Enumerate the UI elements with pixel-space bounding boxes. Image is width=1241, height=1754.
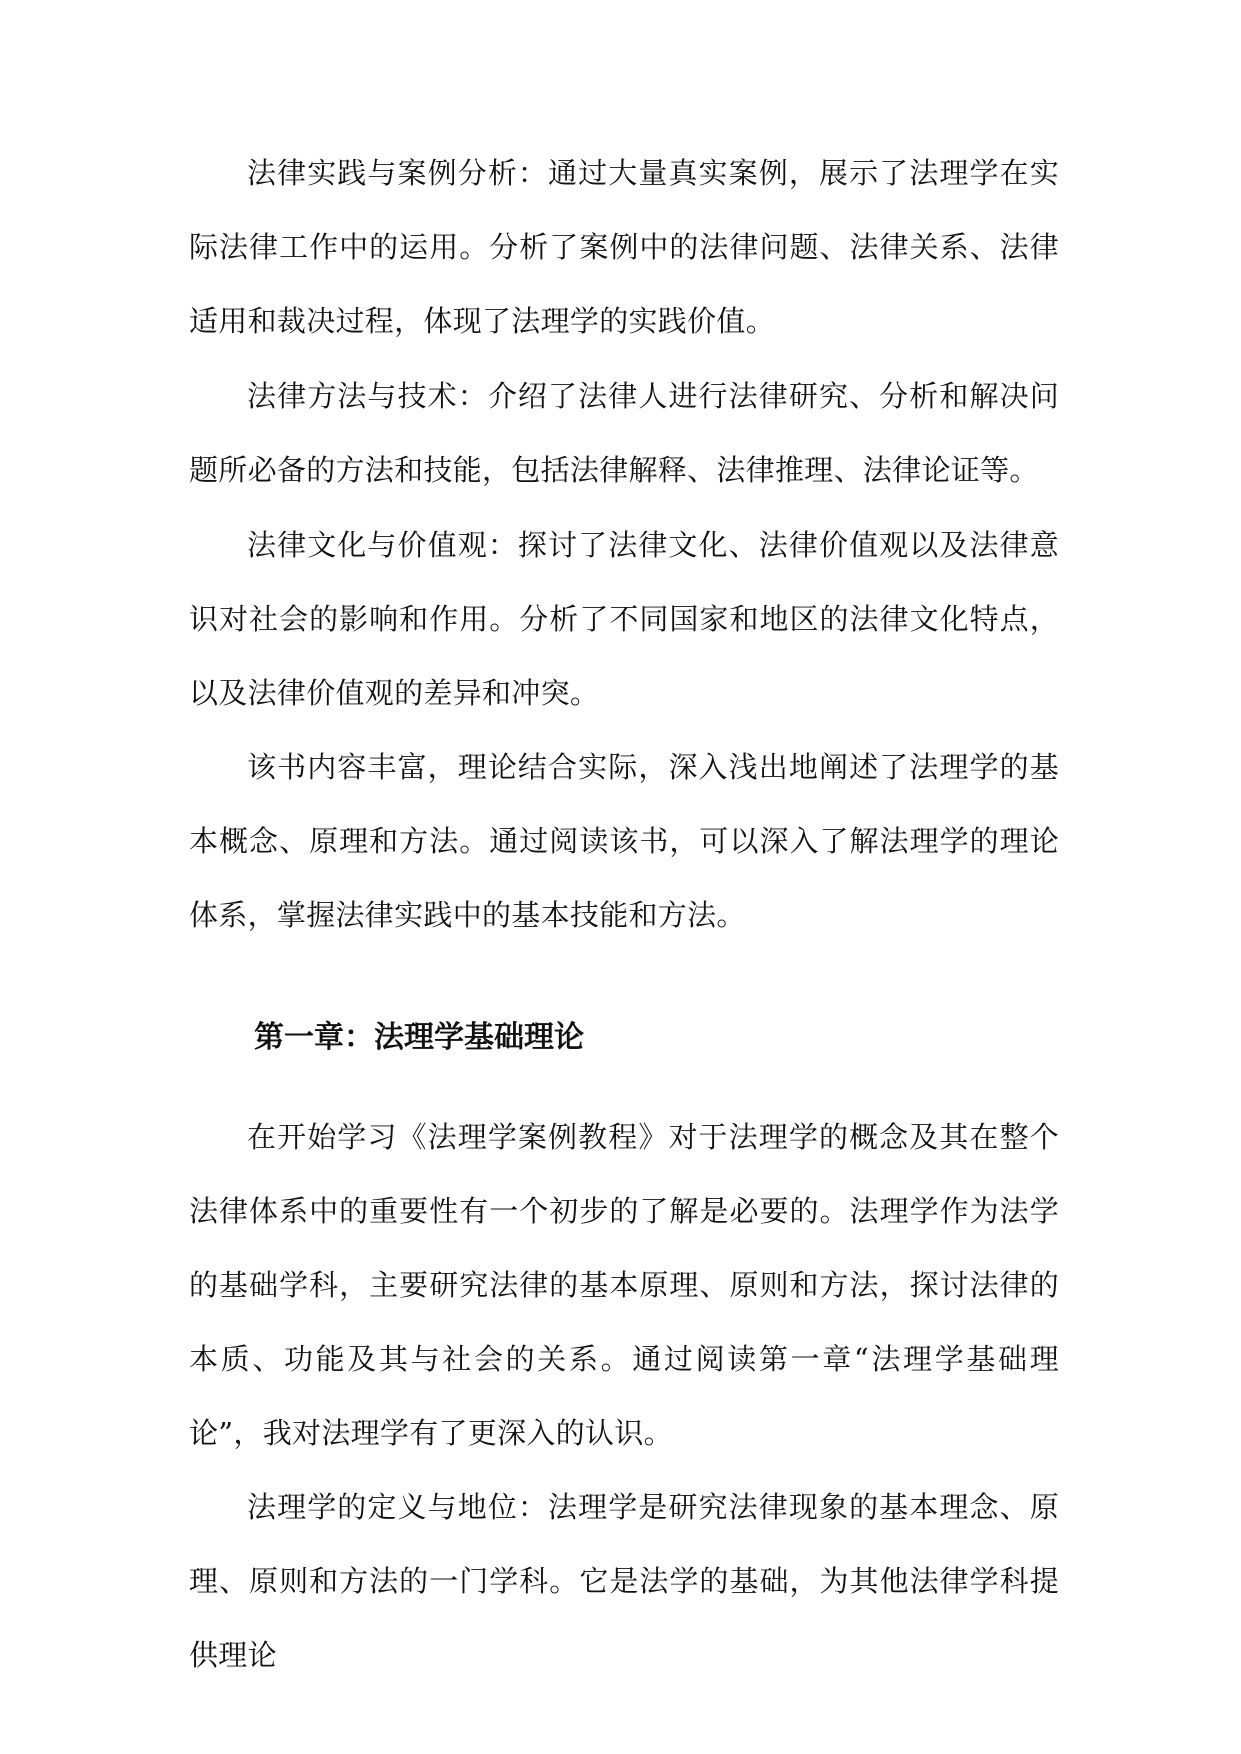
paragraph-book-summary: 该书内容丰富，理论结合实际，深入浅出地阐述了法理学的基本概念、原理和方法。通过阅读该书，可以深入了解法理学的理论体系，掌握法律实践中的基本技能和方法。 — [189, 750, 1059, 932]
paragraph-legal-culture-values: 法律文化与价值观：探讨了法律文化、法律价值观以及法律意识对社会的影响和作用。分析了不同国家和地区的法律文化特点，以及法律价值观的差异和冲突。 — [189, 528, 1059, 710]
paragraph-chapter-intro: 在开始学习《法理学案例教程》对于法理学的概念及其在整个法律体系中的重要性有一个初步的了解是必要的。法理学作为法学的基础学科，主要研究法律的基本原理、原则和方法，探讨法律的本质、功能及其与社会的关系。通过阅读第一章“法理学基础理论”，我对法理学有了更深入的认识。 — [189, 1120, 1059, 1450]
chapter-heading: 第一章：法理学基础理论 — [254, 1020, 584, 1055]
paragraph-legal-practice-case-analysis: 法律实践与案例分析：通过大量真实案例，展示了法理学在实际法律工作中的运用。分析了案例中的法律问题、法律关系、法律适用和裁决过程，体现了法理学的实践价值。 — [189, 156, 1059, 338]
paragraph-jurisprudence-definition: 法理学的定义与地位：法理学是研究法律现象的基本理念、原理、原则和方法的一门学科。它是法学的基础，为其他法律学科提供理论 — [189, 1490, 1059, 1672]
paragraph-legal-methods-techniques: 法律方法与技术：介绍了法律人进行法律研究、分析和解决问题所必备的方法和技能，包括法律解释、法律推理、法律论证等。 — [189, 379, 1059, 487]
